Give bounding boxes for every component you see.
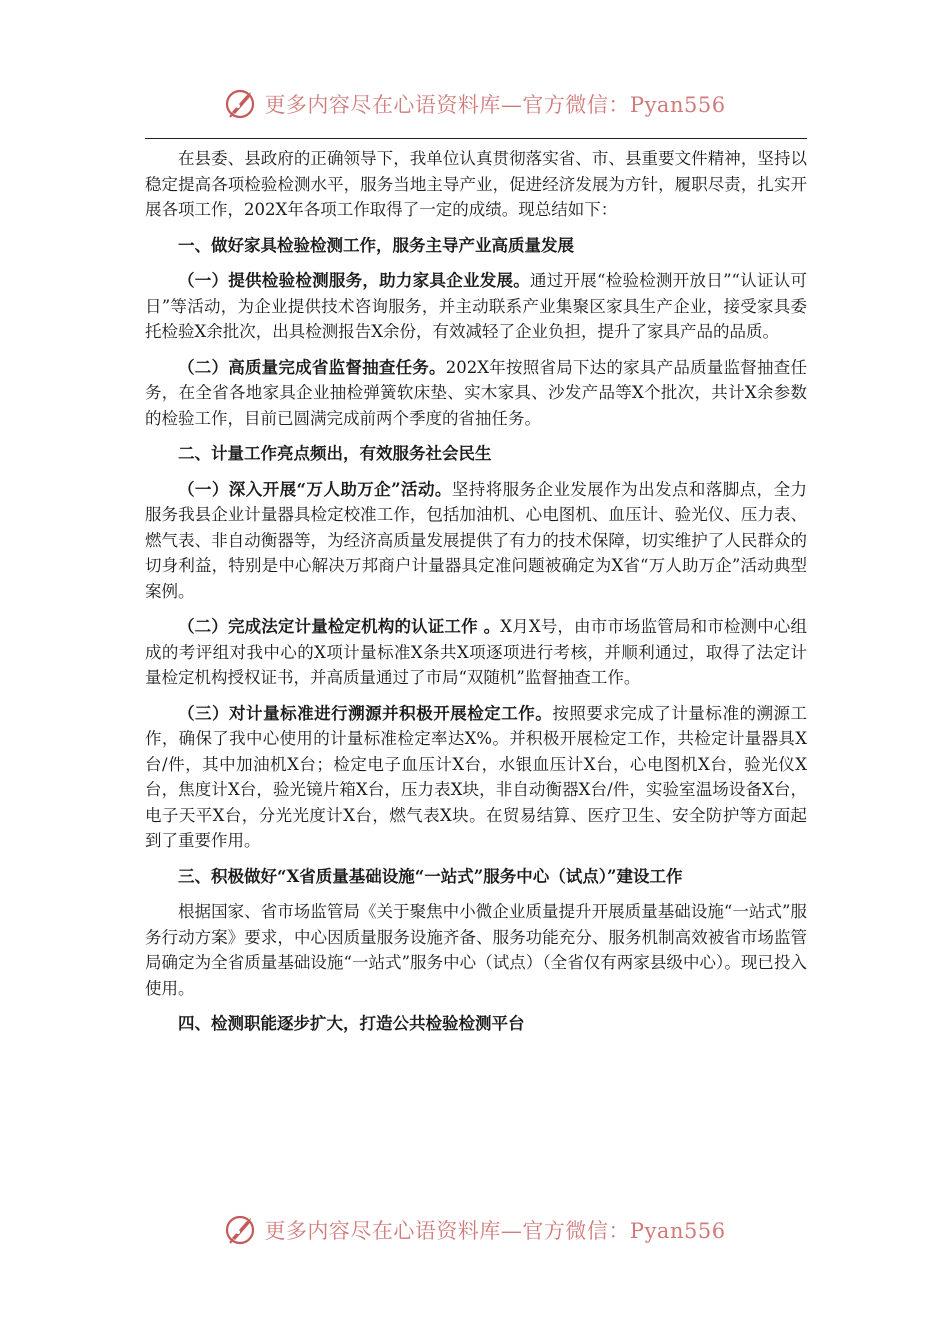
paragraph-body: X月X号，由市市场监管局和市检测中心组成的考评组对我中心的X项计量标准X条共X项逐项进行考核，并顺利通过，取得了法定计量检定机构授权证书，并高质量通过了市局“双随机”监督抽查工作。 [145,617,807,687]
paragraph-title: （二）高质量完成省监督抽查任务。 [178,357,446,377]
section-2-heading: 二、计量工作亮点频出，有效服务社会民生 [178,444,492,463]
watermark-text: 更多内容尽在心语资料库—官方微信：Pyan556 [264,93,726,117]
paragraph-title: （一）提供检验检测服务，助力家具企业发展。 [178,271,530,290]
pen-logo-icon [224,86,260,122]
paragraph-body: 按照要求完成了计量标准的溯源工作，确保了我中心使用的计量标准检定率达X%。并积极开展检定工作，共检定计量器具X台/件，其中加油机X台；检定电子血压计X台，水银血压计X台，心电图机X台，验光仪X台，焦度计X台，验光镜片箱X台，压力表X块，非自动衡器X台/件，实验室温场设备X台，电子天平X台，分光光度计X台，燃气表X块。在贸易结算、医疗卫生、安全防护等方面起到了重要作用。 [145,703,808,850]
section-3-paragraph-1: 根据国家、省市场监管局《关于聚焦中小微企业质量提升开展质量基础设施“一站式”服务行动方案》要求，中心因质量服务设施齐备、服务功能充分、服务机制高效被省市场监管局确定为全省质量基础设施“一站式”服务中心（试点）（全省仅有两家县级中心）。现已投入使用。 [145,902,807,998]
paragraph-title: （三）对计量标准进行溯源并积极开展检定工作。 [178,703,553,723]
pen-logo-icon [224,1212,260,1248]
paragraph-body: 202X年按照省局下达的家具产品质量监督抽查任务，在全省各地家具企业抽检弹簧软床垫、实木家具、沙发产品等X个批次，共计X余参数的检验工作，目前已圆满完成前两个季度的省抽任务。 [145,357,807,428]
paragraph-title: （二）完成法定计量检定机构的认证工作 。 [178,617,501,636]
section-4-heading: 四、检测职能逐步扩大，打造公共检验检测平台 [178,1014,525,1033]
watermark-text: 更多内容尽在心语资料库—官方微信：Pyan556 [264,1219,726,1243]
paragraph-body: 坚持将服务企业发展作为出发点和落脚点，全力服务我县企业计量器具检定校准工作，包括加油机、心电图机、血压计、验光仪、压力表、燃气表、非自动衡器等，为经济高质量发展提供了有力的技术保障，切实维护了人民群众的切身利益，特别是中心解决万邦商户计量器具定准问题被确定为X省“万人助万企”活动典型案例。 [145,479,808,601]
header-rule [145,138,807,139]
section-2-paragraph-3 [145,701,807,854]
intro-paragraph: 在县委、县政府的正确领导下，我单位认真贯彻落实省、市、县重要文件精神，坚持以稳定提高各项检验检测水平，服务当地主导产业，促进经济发展为方针，履职尽责，扎实开展各项工作，202X年各项工作取得了一定的成绩。现总结如下： [145,149,807,219]
watermark-banner-bottom [0,1208,950,1252]
section-1-paragraph-1 [145,268,807,345]
section-3-heading: 三、积极做好“X省质量基础设施“一站式”服务中心（试点）”建设工作 [178,866,683,886]
section-1-heading: 一、做好家具检验检测工作，服务主导产业高质量发展 [178,235,574,255]
paragraph-body: 通过开展“检验检测开放日”“认证认可日”等活动，为企业提供技术咨询服务，并主动联系产业集聚区家具生产企业，接受家具委托检验X余批次，出具检测报告X余份，有效减轻了企业负担，提升了家具产品的品质。 [145,271,807,341]
document-body [145,146,807,1037]
paragraph-title: （一）深入开展“万人助万企”活动。 [178,479,452,499]
section-2-paragraph-1 [145,477,807,605]
section-1-paragraph-2 [145,355,807,432]
section-2-paragraph-2 [145,614,807,691]
watermark-banner-top [0,82,950,126]
